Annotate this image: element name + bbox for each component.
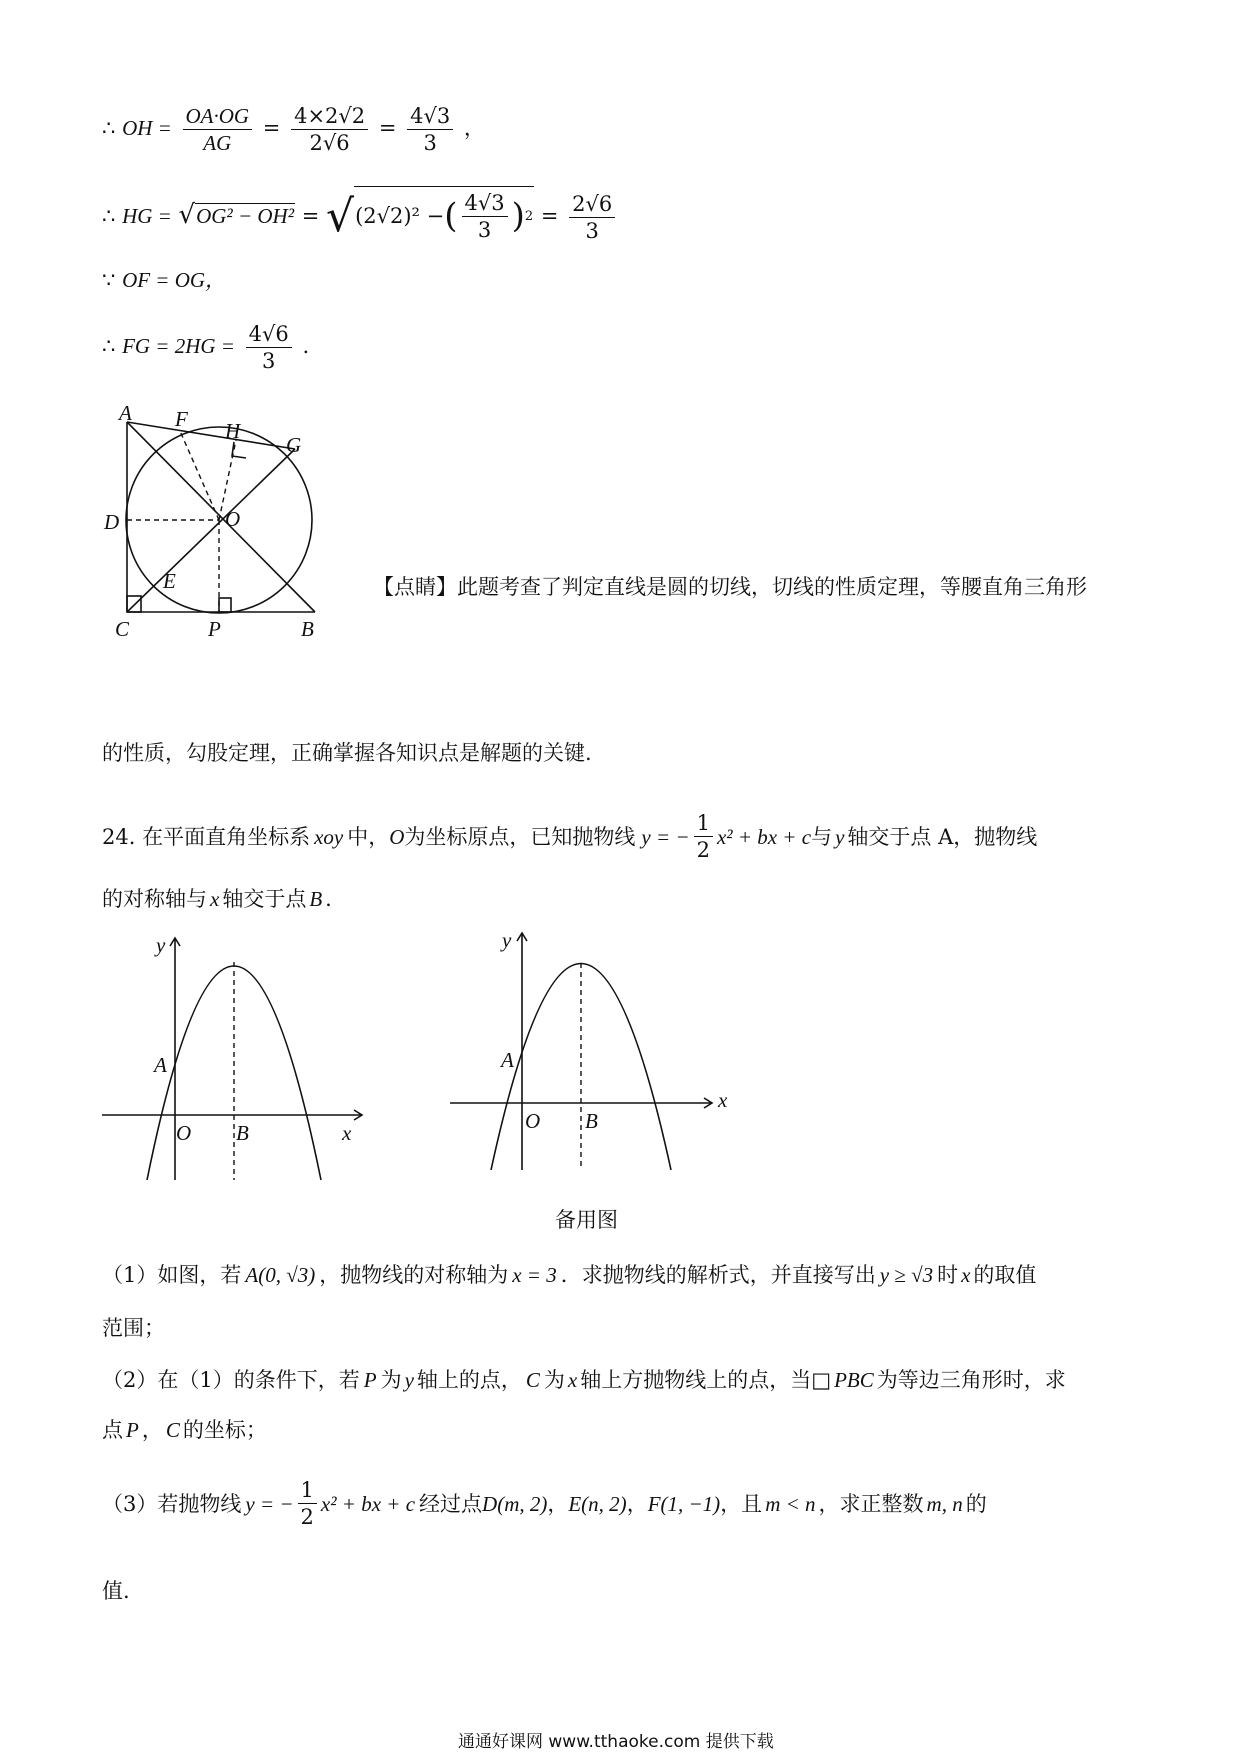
expr-oh: OH = — [122, 116, 172, 141]
label-b: B — [236, 1121, 249, 1145]
label-b: B — [585, 1109, 598, 1133]
radical-og-oh: OG² − OH² — [196, 204, 295, 229]
label-o: O — [225, 507, 241, 531]
solution-line-1: ∴ OH = $\frac{OA\cdot OG}{AG}$ = $\frac{4\times 2√2}{2√6}$ = $\frac{4√3}{3}$ ， — [102, 104, 485, 156]
label-c: C — [115, 617, 130, 641]
label-h: H — [225, 419, 241, 443]
label-a: A — [119, 401, 132, 425]
label-x: x — [718, 1088, 728, 1112]
comment-line-2: 的性质，勾股定理，正确掌握各知识点是解题的关键. — [102, 741, 592, 765]
label-e: E — [163, 569, 176, 593]
label-o: O — [525, 1109, 541, 1133]
line-ag — [127, 422, 295, 449]
page-footer: 通通好课网 www.tthaoke.com 提供下载 — [458, 1732, 774, 1752]
fraction-result: $\frac{4√3}{3}$ — [407, 104, 453, 155]
comment-line-1: 【点睛】此题考查了判定直线是圆的切线，切线的性质定理，等腰直角三角形 — [373, 575, 1087, 599]
label-x: x — [342, 1121, 352, 1145]
label-y: y — [156, 933, 166, 957]
question-3-line-2: 值. — [102, 1579, 130, 1603]
label-f: F — [175, 407, 188, 431]
fraction-values: $\frac{4\times 2√2}{2√6}$ — [291, 104, 368, 155]
solution-line-2: ∴ HG = √OG² − OH² = √ (2√2)² − ( $\frac{4√3}{3}$ ) 2 = $\frac{2√6}{3}$ — [102, 186, 619, 244]
solution-line-4: ∴ FG = 2HG = $\frac{4√6}{3}$ . — [102, 322, 310, 374]
circle-triangle-figure — [95, 398, 355, 648]
fraction-oa-og: $\frac{OA\cdot OG}{AG}$ — [183, 104, 253, 155]
parabola-graph-spare — [440, 925, 740, 1185]
therefore-symbol: ∴ — [102, 116, 116, 141]
right-angle-p — [219, 598, 231, 612]
question-2-line-2: 点 P ， C 的坐标； — [102, 1418, 267, 1442]
label-y: y — [502, 928, 512, 952]
question-3-line-1: （3）若抛物线 y = − $\frac{1}{2}$ x² + bx + c 经过点 D(m, 2) ， E(n, 2) ， F(1, −1) ，且 m < n ，求正整数 m, n 的 — [102, 1478, 987, 1530]
label-o: O — [176, 1121, 192, 1145]
solution-line-3: ∵ OF = OG， — [102, 268, 227, 292]
right-angle-h — [232, 442, 246, 458]
label-a: A — [501, 1048, 514, 1072]
parabola-graph-main — [100, 930, 380, 1190]
question-2-line-1: （2）在（1）的条件下，若 P 为 y 轴上的点， C 为 x 轴上方抛物线上的点，当□ PBC 为等边三角形时，求 — [102, 1368, 1066, 1392]
label-b: B — [301, 617, 314, 641]
question-1-line-1: （1）如图，若 A(0, √3) ，抛物线的对称轴为 x = 3 ．求抛物线的解析式，并直接写出 y ≥ √3 时 x 的取值 — [102, 1263, 1037, 1287]
question-1-line-2: 范围； — [102, 1316, 165, 1340]
dashed-of — [180, 431, 219, 520]
line-cg — [127, 449, 295, 612]
label-d: D — [104, 510, 120, 534]
figure-caption: 备用图 — [555, 1208, 618, 1232]
radical-big: (2√2)² − ( $\frac{4√3}{3}$ ) 2 — [354, 186, 534, 242]
problem-24-line-1: 24. 在平面直角坐标系 xoy 中， O 为坐标原点，已知抛物线 y = − $\frac{1}{2}$ x² + bx + c 与 y 轴交于点 A，抛物线 — [102, 811, 1038, 863]
label-a: A — [154, 1053, 167, 1077]
problem-24-line-2: 的对称轴与 x 轴交于点 B . — [102, 887, 332, 911]
label-p: P — [208, 617, 221, 641]
label-g: G — [286, 433, 302, 457]
fraction-half: $\frac{1}{2}$ — [694, 811, 713, 862]
